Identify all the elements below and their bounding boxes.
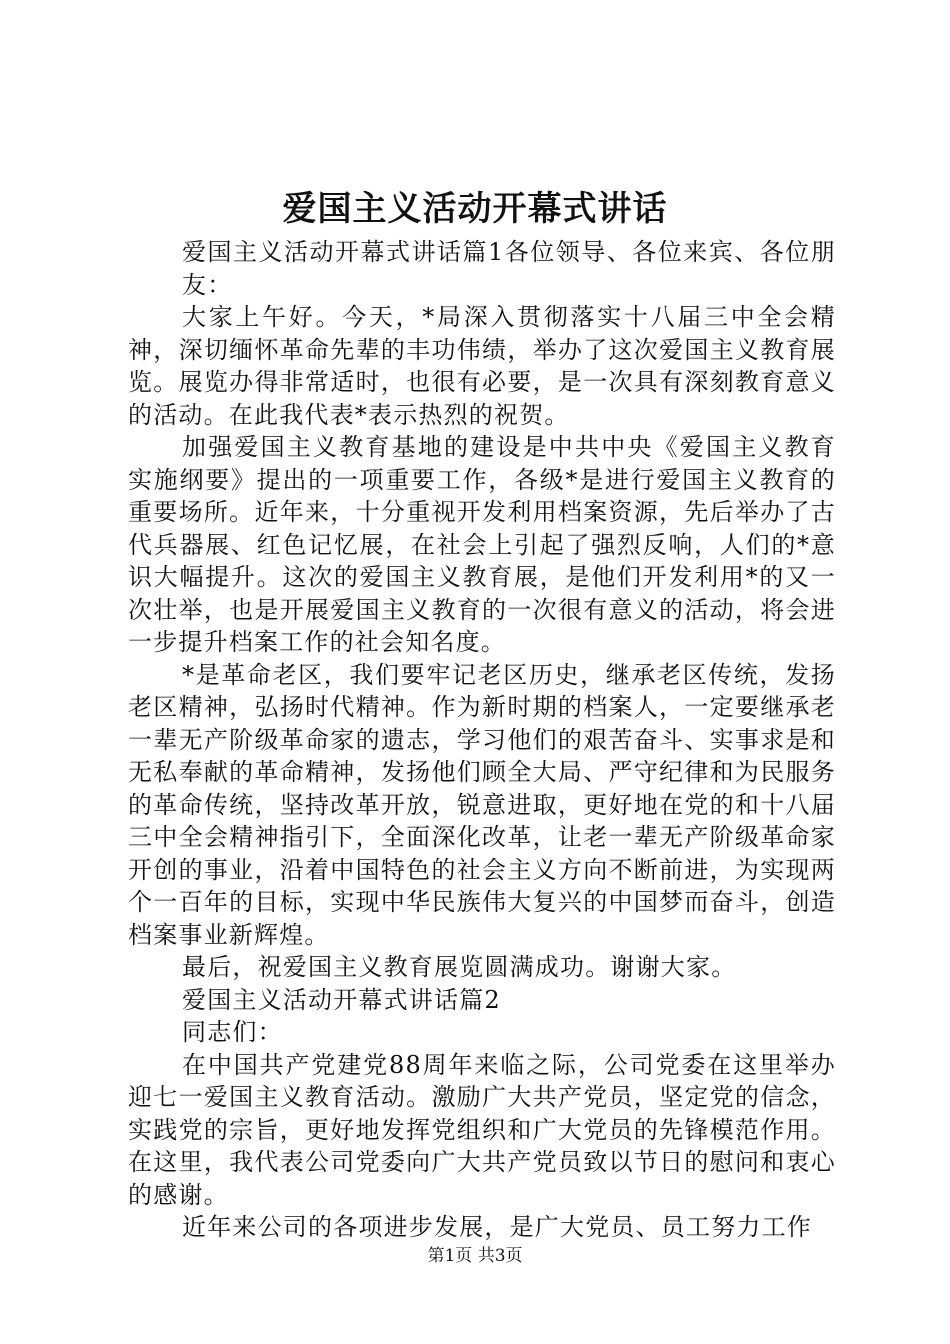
paragraph: 在中国共产党建党88周年来临之际，公司党委在这里举办迎七一爱国主义教育活动。激励广大共产党员，坚定党的信念，实践党的宗旨，更好地发挥党组织和广大党员的先锋模范作用。在这里，我代表公司党委向广大共产党员致以节日的慰问和衷心的感谢。 (128, 1050, 836, 1209)
paragraph: 近年来公司的各项进步发展，是广大党员、员工努力工作 (182, 1213, 812, 1241)
paragraph: 爱国主义活动开幕式讲话篇1各位领导、各位来宾、各位朋友： (182, 238, 836, 299)
paragraph: 最后，祝爱国主义教育展览圆满成功。谢谢大家。 (182, 953, 737, 981)
document-body (128, 236, 836, 1244)
paragraph: *是革命老区，我们要牢记老区历史，继承老区传统，发扬老区精神，弘扬时代精神。作为新时期的档案人，一定要继承老一辈无产阶级革命家的遗志，学习他们的艰苦奋斗、实事求是和无私奉献的革命精神，发扬他们顾全大局、严守纪律和为民服务的革命传统，坚持改革开放，锐意进取，更好地在党的和十八届三中全会精神指引下，全面深化改革，让老一辈无产阶级革命家开创的事业，沿着中国特色的社会主义方向不断前进，为实现两个一百年的目标，实现中华民族伟大复兴的中国梦而奋斗，创造档案事业新辉煌。 (128, 660, 836, 949)
page-number-footer: 第1页 共3页 (427, 1246, 523, 1266)
document-title: 爱国主义活动开幕式讲话 (282, 189, 668, 229)
paragraph: 大家上午好。今天，*局深入贯彻落实十八届三中全会精神，深切缅怀革命先辈的丰功伟绩，举办了这次爱国主义教育展览。展览办得非常适时，也很有必要，是一次具有深刻教育意义的活动。在此我代表*表示热烈的祝贺。 (128, 303, 836, 429)
salutation: 同志们： (182, 1018, 283, 1046)
section-heading: 爱国主义活动开幕式讲话篇2 (182, 985, 501, 1014)
paragraph: 加强爱国主义教育基地的建设是中共中央《爱国主义教育实施纲要》提出的一项重要工作，各级*是进行爱国主义教育的重要场所。近年来，十分重视开发利用档案资源，先后举办了古代兵器展、红色记忆展，在社会上引起了强烈反响，人们的*意识大幅提升。这次的爱国主义教育展，是他们开发利用*的又一次壮举，也是开展爱国主义教育的一次很有意义的活动，将会进一步提升档案工作的社会知名度。 (128, 433, 836, 656)
